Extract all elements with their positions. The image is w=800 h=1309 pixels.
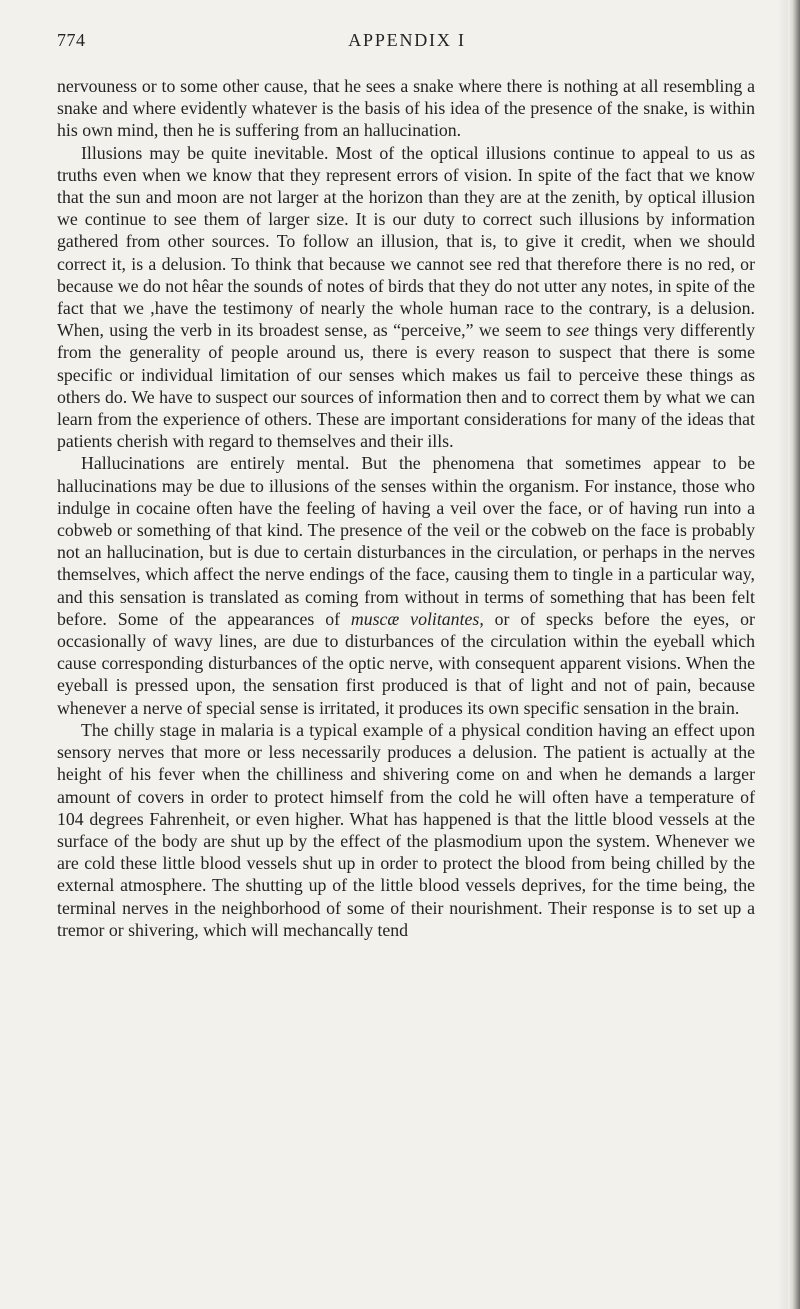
page-header	[57, 30, 757, 54]
paragraph-text: The chilly stage in malaria is a typical example of a physical condition having an effect upon sensory nerves that more or less necessarily produces a delusion. The patient is actually at the height of his fever when the chilliness and shivering come on and when he demands a larger amount of covers in order to protect himself from the cold he will often have a temperature of 104 degrees Fahrenheit, or even higher. What has happened is that the little blood vessels at the surface of the body are shut up by the effect of the plasmodium upon the system. Whenever we are cold these little blood vessels shut up in order to protect the blood from being chilled by the external atmosphere. The shutting up of the little blood vessels deprives, for the time being, the terminal nerves in the neighborhood of some of their nourishment. Their response is to set up a tremor or shivering, which will mechancally tend	[57, 719, 755, 940]
paragraph-text: Hallucinations are entirely mental. But the phenomena that sometimes appear to be hallucinations may be due to illusions of the senses within the organism. For instance, those who indulge in cocaine often have the feeling of having a veil over the face, or of having run into a cobweb or something of that kind. The presence of the veil or the cobweb on the face is probably not an hallucination, but is due to certain disturbances in the circulation, or perhaps in the nerves themselves, which affect the nerve endings of the face, causing them to tingle in a particular way, and this sensation is translated as coming from without in terms of something that has been felt before. Some of the appearances of	[57, 453, 755, 629]
body-text	[57, 75, 755, 941]
paragraph-text: Illusions may be quite inevitable. Most of the optical illusions continue to appeal to us as truths even when we know that they represent errors of vision. In spite of the fact that we know that the sun and moon are not larger at the horizon than they are at the zenith, by optical illusion we continue to see them of larger size. It is our duty to correct such illusions by information gathered from other sources. To follow an illusion, that is, to give it credit, when we should correct it, is a delusion. To think that because we cannot see red that therefore there is no red, or because we do not hêar the sounds of notes of birds that they do not utter any notes, in spite of the fact that we ,have the testimony of nearly the whole human race to the contrary, is a delusion. When, using the verb in its broadest sense, as “perceive,” we seem to	[57, 142, 755, 341]
italic-text: muscæ volitantes,	[350, 608, 484, 629]
paragraph-text: nervouness or to some other cause, that he sees a snake where there is nothing at all resembling a snake and where evidently whatever is the basis of his idea of the presence of the snake, is within his own mind, then he is suffering from an hallucination.	[57, 76, 755, 141]
paragraph	[57, 452, 755, 718]
page-gutter-shadow	[778, 0, 788, 1309]
italic-text: see	[566, 320, 589, 341]
paragraph-text: or of specks before the eyes, or occasionally of wavy lines, are due to disturbances of the circulation within the eyeball which cause corresponding disturbances of the optic nerve, with consequent apparent visions. When the eyeball is pressed upon, the sensation first produced is that of light and not of pain, because whenever a nerve of special sense is irritated, it produces its own specific sensation in the brain.	[57, 608, 755, 718]
paragraph	[57, 142, 755, 453]
page-edge	[788, 0, 800, 1309]
paragraph	[57, 719, 755, 941]
running-head: APPENDIX I	[348, 30, 466, 50]
page-number: 774	[57, 30, 86, 50]
paragraph	[57, 75, 755, 142]
paragraph-text: things very differently from the generality of people around us, there is every reason to suspect that there is some specific or individual limitation of our senses which makes us fail to perceive these things as others do. We have to suspect our sources of information then and to correct them by what we can learn from the experience of others. These are important considerations for many of the ideas that patients cherish with regard to themselves and their ills.	[57, 320, 755, 452]
